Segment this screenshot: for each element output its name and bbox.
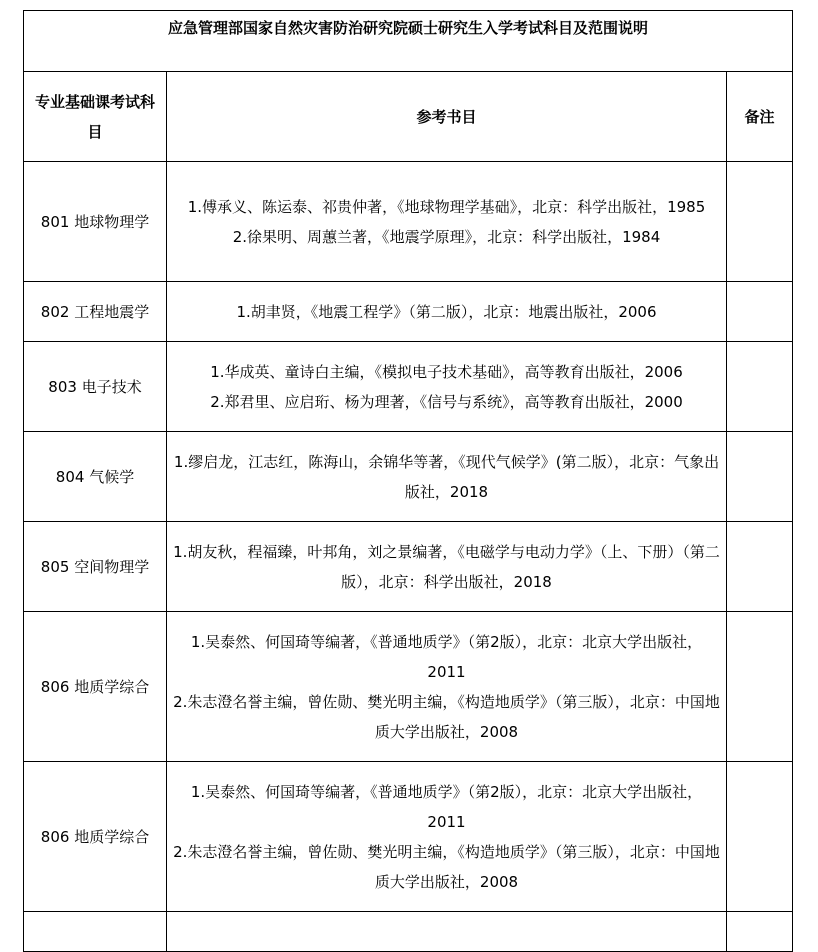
table-row	[24, 342, 793, 432]
reference-cell	[167, 762, 727, 912]
reference-line: 1.吴泰然、何国琦等编著，《普通地质学》（第2版），北京：北京大学出版社，2011	[190, 782, 703, 831]
table-row-partial	[24, 912, 793, 952]
reference-line: 1.胡友秋，程福臻，叶邦角，刘之景编著，《电磁学与电动力学》（上、下册）（第二版），北京：科学出版社，2018	[173, 542, 720, 591]
reference-line: 2.朱志澄名誉主编，曾佐勋、樊光明主编，《构造地质学》（第三版），北京：中国地质大学出版社，2008	[173, 692, 720, 741]
subject-cell: 805 空间物理学	[24, 522, 167, 612]
note-cell	[727, 762, 793, 912]
subject-cell: 806 地质学综合	[24, 762, 167, 912]
reference-line: 1.胡聿贤，《地震工程学》（第二版），北京：地震出版社，2006	[236, 302, 657, 321]
note-cell	[727, 342, 793, 432]
subject-cell: 802 工程地震学	[24, 282, 167, 342]
header-row	[24, 72, 793, 162]
exam-subjects-table	[23, 10, 793, 952]
note-cell	[727, 162, 793, 282]
reference-line: 1.傅承义、陈运泰、祁贵仲著，《地球物理学基础》，北京：科学出版社，1985	[187, 197, 706, 216]
reference-cell	[167, 432, 727, 522]
subject-cell: 803 电子技术	[24, 342, 167, 432]
reference-line: 2.朱志澄名誉主编，曾佐勋、樊光明主编，《构造地质学》（第三版），北京：中国地质大学出版社，2008	[173, 842, 720, 891]
subject-cell	[24, 912, 167, 952]
note-cell	[727, 612, 793, 762]
document-title: 应急管理部国家自然灾害防治研究院硕士研究生入学考试科目及范围说明	[24, 11, 793, 72]
header-reference: 参考书目	[167, 72, 727, 162]
subject-cell: 804 气候学	[24, 432, 167, 522]
table-row	[24, 282, 793, 342]
note-cell	[727, 432, 793, 522]
reference-cell	[167, 612, 727, 762]
subject-cell: 806 地质学综合	[24, 612, 167, 762]
table-row	[24, 612, 793, 762]
reference-cell	[167, 342, 727, 432]
reference-cell	[167, 522, 727, 612]
header-subject: 专业基础课考试科目	[24, 72, 167, 162]
reference-line: 1.华成英、童诗白主编，《模拟电子技术基础》，高等教育出版社，2006	[210, 362, 683, 381]
header-note: 备注	[727, 72, 793, 162]
reference-line: 2.徐果明、周蕙兰著，《地震学原理》，北京：科学出版社，1984	[232, 227, 661, 246]
note-cell	[727, 282, 793, 342]
reference-cell	[167, 282, 727, 342]
note-cell	[727, 912, 793, 952]
reference-line: 2.郑君里、应启珩、杨为理著，《信号与系统》，高等教育出版社，2000	[210, 392, 683, 411]
table-row	[24, 162, 793, 282]
reference-cell	[167, 912, 727, 952]
reference-line: 1.缪启龙，江志红，陈海山，余锦华等著，《现代气候学》(第二版），北京：气象出版社，2018	[173, 452, 720, 501]
table-row	[24, 762, 793, 912]
note-cell	[727, 522, 793, 612]
table-row	[24, 522, 793, 612]
reference-cell	[167, 162, 727, 282]
reference-line: 1.吴泰然、何国琦等编著，《普通地质学》（第2版），北京：北京大学出版社，2011	[190, 632, 703, 681]
table-row	[24, 432, 793, 522]
subject-cell: 801 地球物理学	[24, 162, 167, 282]
